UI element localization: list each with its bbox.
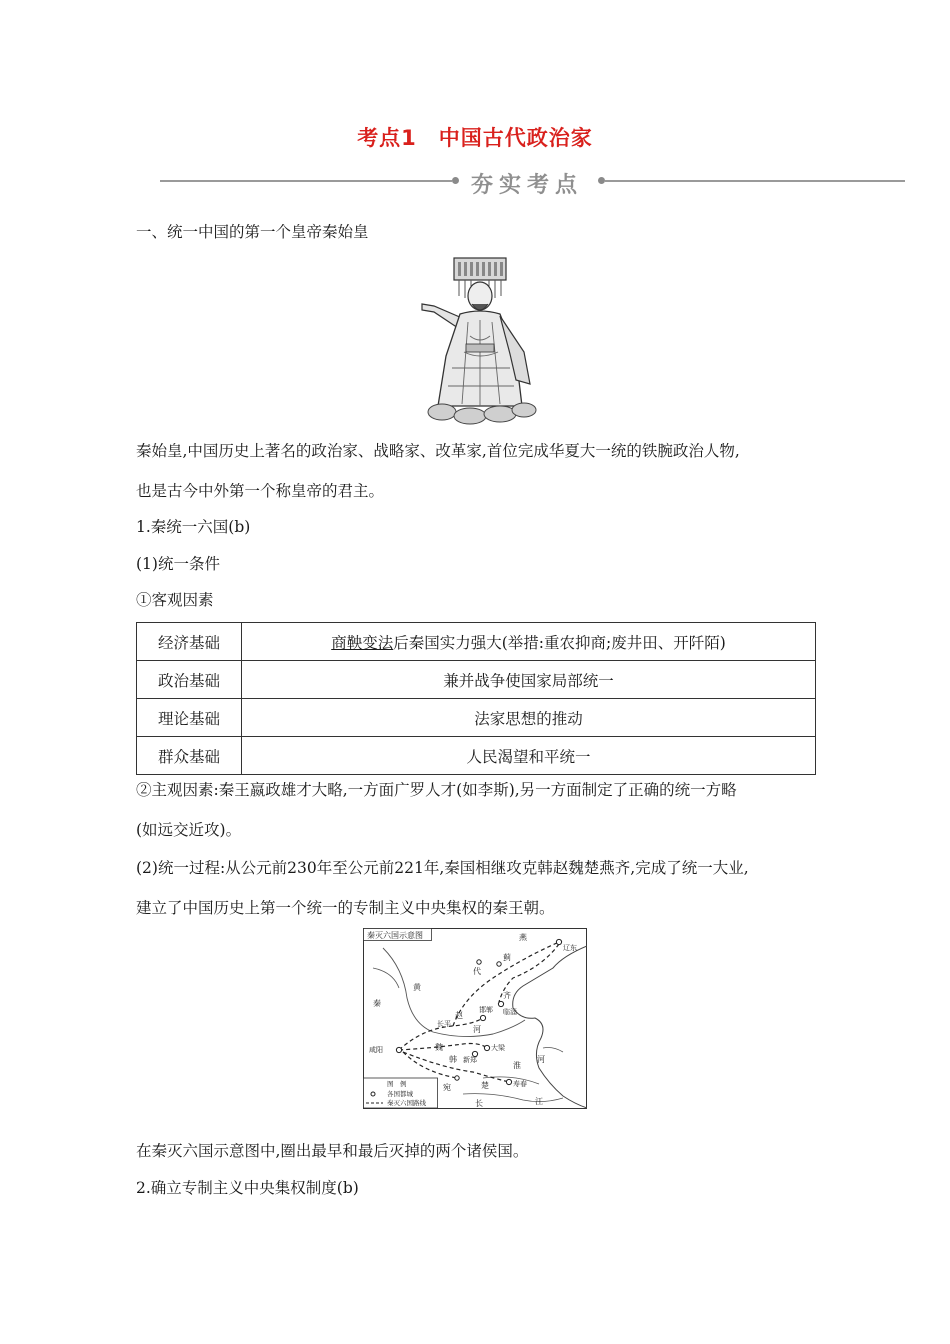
factor-value (242, 623, 816, 661)
topic-1-title: 1.秦统一六国(b) (136, 518, 251, 536)
topic-2-title: 2.确立专制主义中央集权制度(b) (136, 1179, 359, 1197)
section-heading: 一、统一中国的第一个皇帝秦始皇 (136, 223, 369, 241)
map-label-dai: 代 (473, 967, 481, 976)
legend-route: 秦灭六国路线 (387, 1099, 426, 1107)
map-title: 秦灭六国示意图 (367, 931, 423, 940)
map-label-qi: 齐 (503, 991, 511, 1000)
intro-line-2: 也是古今中外第一个称皇帝的君主。 (136, 482, 385, 500)
map-label-yan: 燕 (519, 933, 527, 942)
unification-conditions-heading: (1)统一条件 (136, 555, 220, 573)
map-label-qin: 秦 (373, 999, 381, 1008)
factor-value: 法家思想的推动 (242, 699, 816, 737)
legend-title: 图 例 (387, 1080, 407, 1088)
banner-dot-left (452, 177, 459, 184)
factor-key: 理论基础 (137, 699, 242, 737)
factor-key: 经济基础 (137, 623, 242, 661)
table-row (137, 623, 816, 661)
map-label-he-1: 河 (473, 1025, 481, 1034)
objective-factors-table (136, 622, 816, 775)
factor-key: 政治基础 (137, 661, 242, 699)
map-label-huang: 黄 (413, 983, 421, 992)
intro-line-1: 秦始皇,中国历史上著名的政治家、战略家、改革家,首位完成华夏大一统的铁腕政治人物, (136, 442, 740, 460)
table-row (137, 737, 816, 775)
map-caption: 在秦灭六国示意图中,圈出最早和最后灭掉的两个诸侯国。 (136, 1142, 529, 1160)
map-label-zhao: 赵 (455, 1011, 463, 1020)
banner-dot-right (598, 177, 605, 184)
map-label-xinzheng: 新郑 (463, 1056, 477, 1064)
map-label-linzi: 临淄 (503, 1008, 517, 1016)
subjective-factors-line-2: (如远交近攻)。 (136, 821, 242, 839)
qin-shi-huang-portrait (412, 256, 540, 426)
underlined-term: 商鞅变法 (331, 633, 394, 652)
map-label-chang: 长 (475, 1099, 483, 1108)
factor-value: 人民渴望和平统一 (242, 737, 816, 775)
process-line-1: (2)统一过程:从公元前230年至公元前221年,秦国相继攻克韩赵魏楚燕齐,完成了统一大业, (136, 859, 749, 877)
legend-capital: 各国都城 (387, 1090, 413, 1098)
section-banner (160, 168, 905, 198)
banner-rule-left (160, 180, 452, 182)
page-title: 考点1 中国古代政治家 (357, 126, 593, 150)
table-row (137, 661, 816, 699)
map-label-han: 韩 (449, 1055, 457, 1064)
map-label-huai: 淮 (513, 1061, 521, 1070)
map-label-xianyang: 咸阳 (369, 1046, 383, 1054)
map-label-he-2: 河 (537, 1055, 545, 1064)
process-line-2: 建立了中国历史上第一个统一的专制主义中央集权的秦王朝。 (136, 899, 555, 917)
objective-factors-heading: ①客观因素 (136, 591, 214, 609)
map-label-changping: 长平 (437, 1020, 451, 1028)
map-label-shouchun: 寿春 (513, 1080, 527, 1088)
map-label-daliang: 大梁 (491, 1044, 505, 1052)
table-row (137, 699, 816, 737)
banner-rule-right (605, 180, 905, 182)
factor-key: 群众基础 (137, 737, 242, 775)
subjective-factors-line-1: ②主观因素:秦王嬴政雄才大略,一方面广罗人才(如李斯),另一方面制定了正确的统一方略 (136, 781, 737, 799)
map-label-jiang: 江 (535, 1097, 543, 1106)
qin-conquest-map (363, 928, 587, 1109)
banner-text: 夯实考点 (470, 173, 583, 198)
map-label-chu: 楚 (481, 1081, 489, 1090)
factor-value-text: 后秦国实力强大(举措:重农抑商;废井田、开阡陌) (393, 633, 726, 652)
map-label-handan: 邯郸 (479, 1006, 493, 1014)
map-label-wan: 宛 (443, 1083, 451, 1092)
factor-value: 兼并战争使国家局部统一 (242, 661, 816, 699)
map-label-wei: 魏 (435, 1043, 443, 1052)
map-label-ji: 蓟 (503, 953, 511, 962)
map-label-liaodong: 辽东 (563, 944, 577, 952)
